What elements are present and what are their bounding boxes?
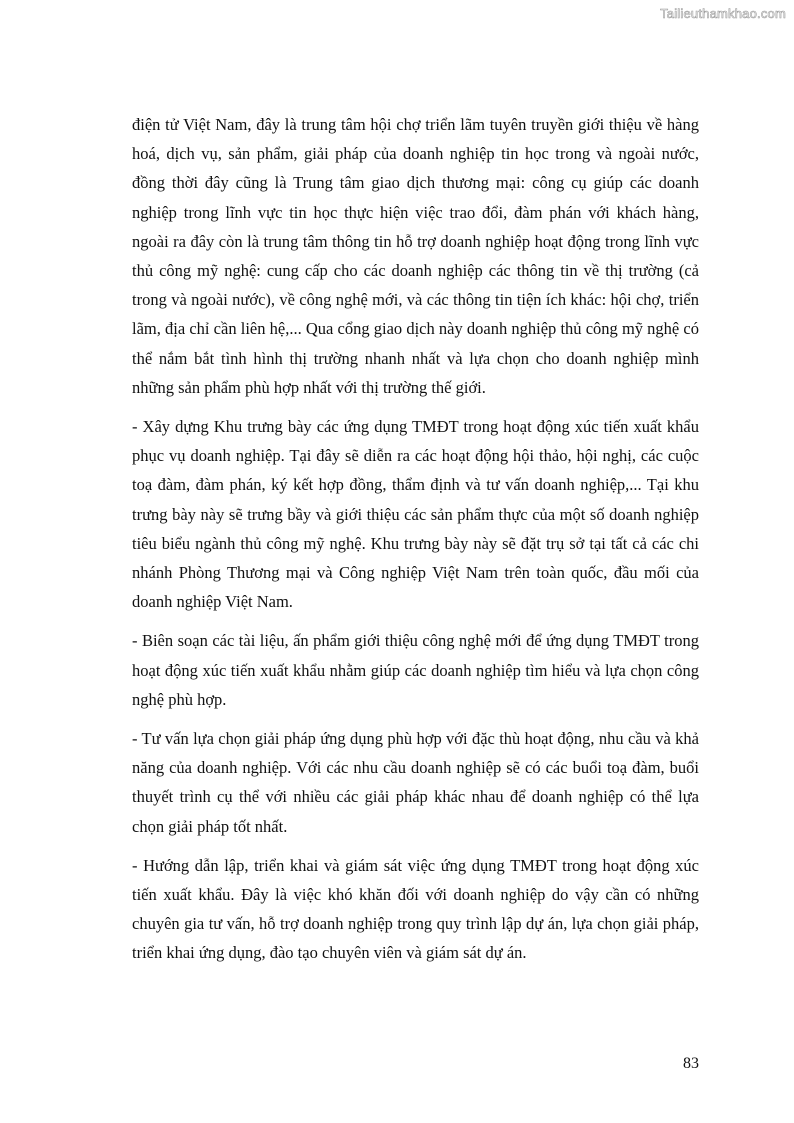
page-number: 83 [683, 1055, 699, 1072]
page-body [132, 110, 699, 968]
paragraph-guidance: - Hướng dẫn lập, triển khai và giám sát việc ứng dụng TMĐT trong hoạt động xúc tiến xuất khẩu. Đây là việc khó khăn đối với doanh nghiệp do vậy cần có những chuyên gia tư vấn, hỗ trợ doanh nghiệp trong quy trình lập dự án, lựa chọn giải pháp, triển khai ứng dụng, đào tạo chuyên viên và giám sát dự án. [132, 855, 699, 963]
paragraph-exhibition-area: - Xây dựng Khu trưng bày các ứng dụng TMĐT trong hoạt động xúc tiến xuất khẩu phục vụ doanh nghiệp. Tại đây sẽ diễn ra các hoạt động hội thảo, hội nghị, các cuộc toạ đàm, đàm phán, ký kết hợp đồng, thẩm định và tư vấn doanh nghiệp,... Tại khu trưng bày này sẽ trưng bầy và giới thiệu các sản phẩm thực của một số doanh nghiệp tiêu biểu ngành thủ công mỹ nghệ. Khu trưng bày này sẽ đặt trụ sở tại tất cả các chi nhánh Phòng Thương mại và Công nghiệp Việt Nam trên toàn quốc, đầu mối của doanh nghiệp Việt Nam. [132, 417, 699, 612]
watermark-text: Tailieuthamkhao.com [660, 6, 786, 21]
paragraph-publications: - Biên soạn các tài liệu, ấn phẩm giới thiệu công nghệ mới để ứng dụng TMĐT trong hoạt động xúc tiến xuất khẩu nhằm giúp các doanh nghiệp tìm hiểu và lựa chọn công nghệ phù hợp. [132, 631, 699, 709]
paragraph-consulting: - Tư vấn lựa chọn giải pháp ứng dụng phù hợp với đặc thù hoạt động, nhu cầu và khả năng của doanh nghiệp. Với các nhu cầu doanh nghiệp sẽ có các buổi toạ đàm, buổi thuyết trình cụ thể với nhiều các giải pháp khác nhau để doanh nghiệp có thể lựa chọn giải pháp tốt nhất. [132, 729, 699, 836]
paragraph-intro: điện tử Việt Nam, đây là trung tâm hội chợ triển lãm tuyên truyền giới thiệu về hàng hoá, dịch vụ, sản phẩm, giải pháp của doanh nghiệp tin học trong và ngoài nước, đồng thời đây cũng là Trung tâm giao dịch thương mại: công cụ giúp các doanh nghiệp trong lĩnh vực tin học thực hiện việc trao đổi, đàm phán với khách hàng, ngoài ra đây còn là trung tâm thông tin hỗ trợ doanh nghiệp hoạt động trong lĩnh vực thủ công mỹ nghệ: cung cấp cho các doanh nghiệp các thông tin về thị trường (cả trong và ngoài nước), về công nghệ mới, và các thông tin tiện ích khác: hội chợ, triển lãm, địa chỉ cần liên hệ,... Qua cổng giao dịch này doanh nghiệp thủ công mỹ nghệ có thể nắm bắt tình hình thị trường nhanh nhất và lựa chọn cho doanh nghiệp mình những sản phẩm phù hợp nhất với thị trường thế giới. [132, 115, 699, 397]
